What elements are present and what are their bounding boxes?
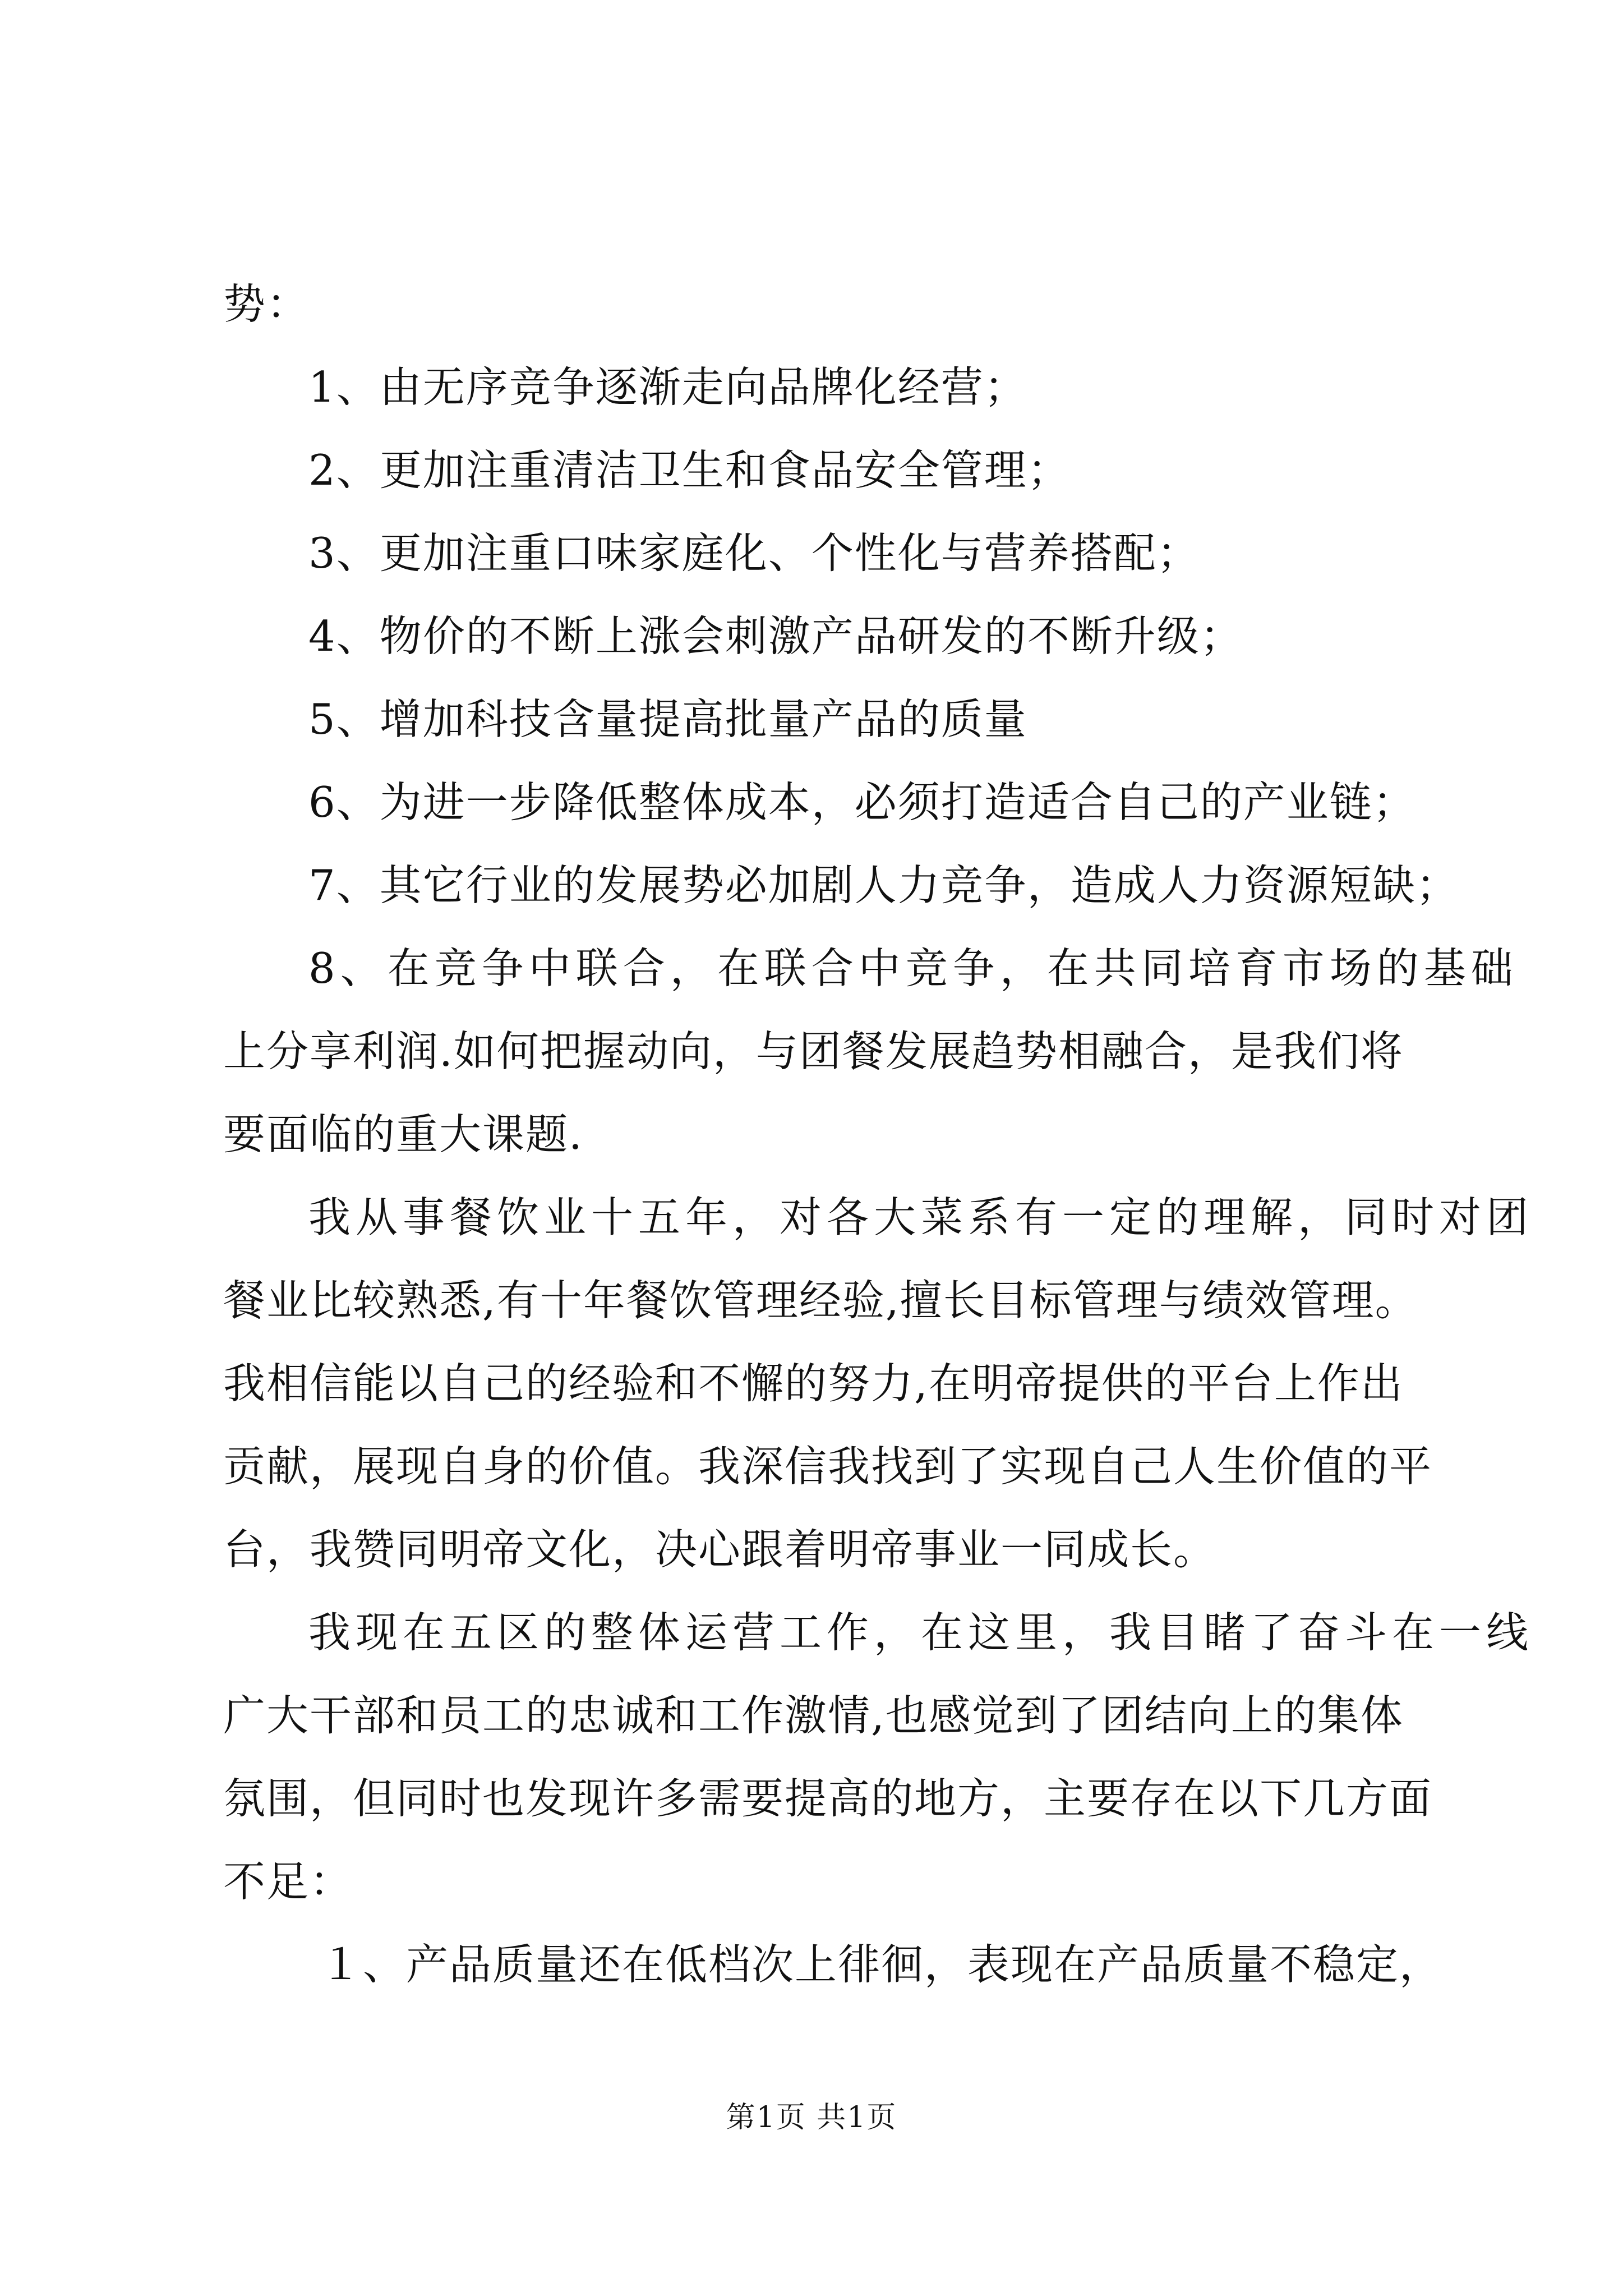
paragraph-current-work: 我现在五区的整体运营工作，在这里，我目睹了奋斗在一线 bbox=[308, 1608, 1534, 1657]
text-line: 上分享利润.如何把握动向，与团餐发展趋势相融合，是我们将 bbox=[223, 1027, 1404, 1076]
list-item-3: 3、更加注重口味家庭化、个性化与营养搭配； bbox=[308, 528, 1200, 578]
text-line: 贡献，展现自身的价值。我深信我找到了实现自己人生价值的平 bbox=[223, 1442, 1433, 1491]
text-line: 我相信能以自己的经验和不懈的努力,在明帝提供的平台上作出 bbox=[223, 1359, 1404, 1408]
list-item-4: 4、物价的不断上涨会刺激产品研发的不断升级； bbox=[308, 611, 1243, 661]
list-item-5: 5、增加科技含量提高批量产品的质量 bbox=[308, 694, 1027, 744]
shortcoming-item-1: １、产品质量还在低档次上徘徊，表现在产品质量不稳定， bbox=[320, 1940, 1443, 1989]
text-line: 餐业比较熟悉,有十年餐饮管理经验,擅长目标管理与绩效管理。 bbox=[223, 1276, 1418, 1325]
text-line: 氛围，但同时也发现许多需要提高的地方，主要存在以下几方面 bbox=[223, 1774, 1433, 1823]
text-line: 要面临的重大课题. bbox=[223, 1110, 583, 1159]
text-line: 不足： bbox=[223, 1857, 353, 1906]
list-item-2: 2、更加注重清洁卫生和食品安全管理； bbox=[308, 445, 1071, 495]
text-line: 势： bbox=[223, 279, 310, 329]
list-item-7: 7、其它行业的发展势必加剧人力竞争，造成人力资源短缺； bbox=[308, 861, 1459, 910]
list-item-6: 6、为进一步降低整体成本，必须打造适合自己的产业链； bbox=[308, 777, 1416, 827]
page-footer: 第1页 共1页 bbox=[726, 2101, 897, 2134]
list-item-8: 8、在竞争中联合，在联合中竞争，在共同培育市场的基础 bbox=[308, 944, 1518, 993]
document-body bbox=[223, 263, 1534, 2006]
list-item-1: 1、由无序竞争逐渐走向品牌化经营； bbox=[308, 362, 1027, 412]
text-line: 台，我赞同明帝文化，决心跟着明帝事业一同成长。 bbox=[223, 1525, 1217, 1574]
paragraph-experience: 我从事餐饮业十五年，对各大菜系有一定的理解，同时对团 bbox=[308, 1193, 1534, 1242]
text-line: 广大干部和员工的忠诚和工作激情,也感觉到了团结向上的集体 bbox=[223, 1691, 1404, 1740]
